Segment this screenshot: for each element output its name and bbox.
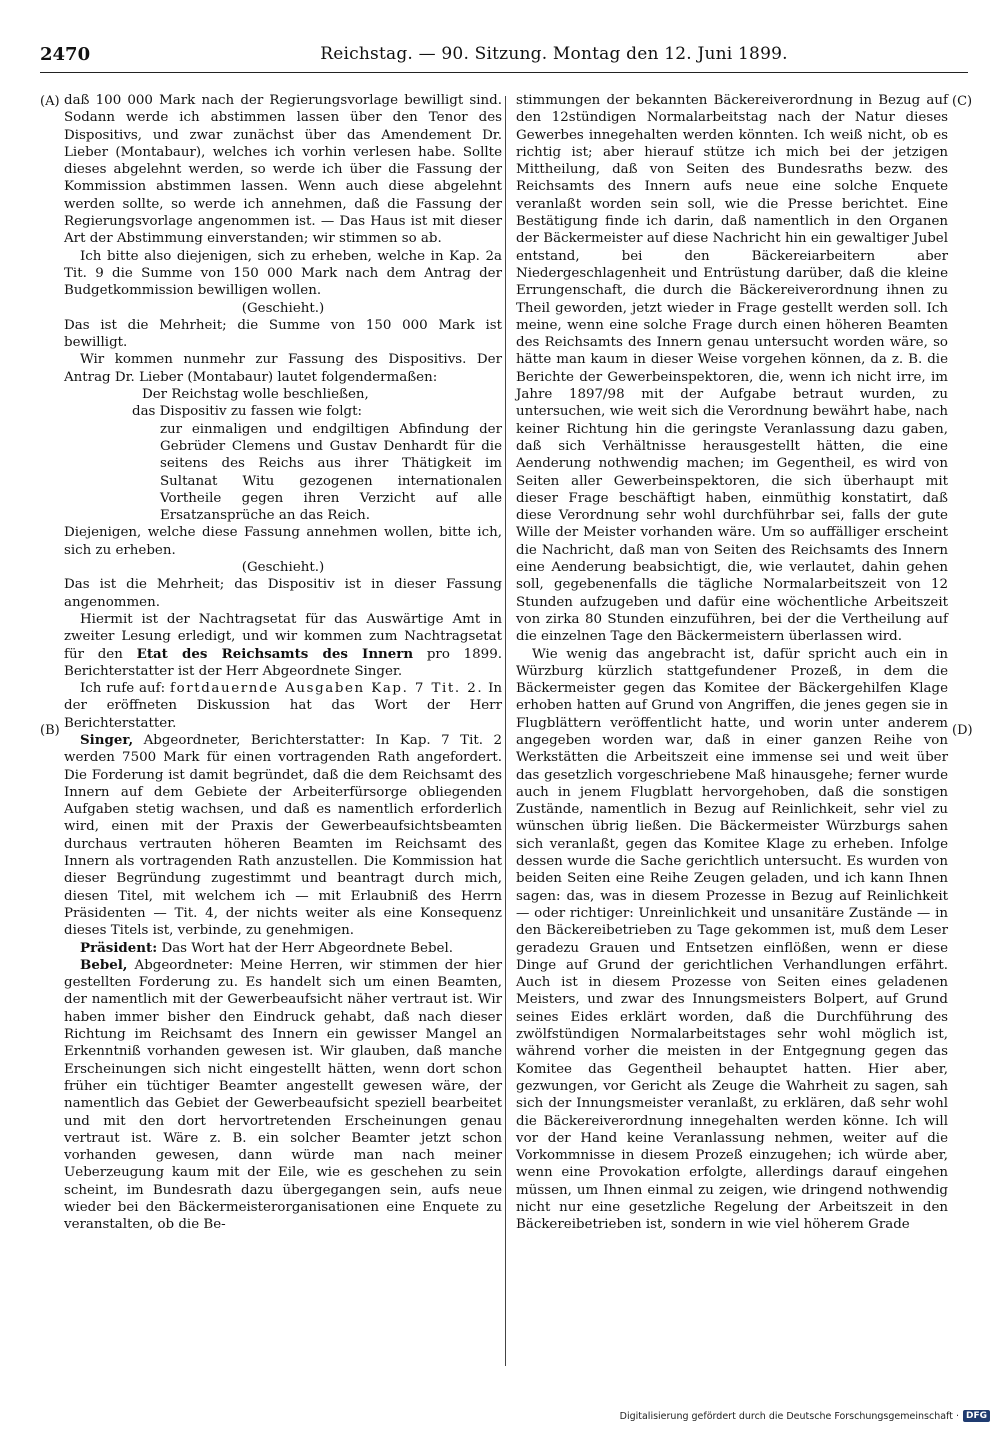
footer (620, 1410, 990, 1422)
quote-line: Der Reichstag wolle beschließen, (142, 387, 369, 403)
stage-direction: (Geschieht.) (241, 300, 325, 316)
paragraph: Das ist die Mehrheit; die Summe von 150 000 Mark ist bewilligt. (64, 317, 502, 351)
section-heading: Etat des Reichsamts des Innern (136, 645, 414, 662)
speaker-name: Singer, (80, 731, 134, 748)
column-divider (505, 96, 506, 1366)
footer-text: Digitalisierung gefördert durch die Deutsche Forschungsgemeinschaft · (619, 1410, 959, 1422)
page-header (40, 44, 968, 70)
paragraph: Ich bitte also diejenigen, sich zu erheben, welche in Kap. 2a Tit. 9 die Summe von 150 000 Mark nach dem Antrag der Budgetkommission bewilligen wollen. (64, 248, 502, 299)
right-column (516, 92, 948, 1234)
margin-marker-b: (B) (40, 723, 60, 738)
margin-marker-c: (C) (952, 94, 973, 109)
margin-marker-d: (D) (952, 723, 973, 738)
left-column (64, 92, 502, 1234)
paragraph: Ich rufe auf: fortdauernde Ausgaben Kap. 7 Tit. 2. In der eröffneten Diskussion hat das Wort der Herr Berichterstatter. (64, 681, 502, 731)
running-title: Reichstag. — 90. Sitzung. Montag den 12. Juni 1899. (320, 44, 788, 64)
speaker-name: Präsident: (80, 939, 158, 956)
quote-text: zur einmaligen und endgiltigen Abfindung der Gebrüder Clemens und Gustav Denhardt für die seitens des Reichs aus ihrer Thätigkeit im Sultanat Witu gezogenen internationalen Vortheile gegen ihren Verzicht auf alle Ersatzansprüche an das Reich. (160, 421, 502, 524)
paragraph: stimmungen der bekannten Bäckereiverordnung in Bezug auf den 12stündigen Normalarbeitstag nach der Natur dieses Gewerbes innegehalten werden könnten. Ich weiß nicht, ob es richtig ist; aber hierauf stütze ich mich bei der jetzigen Mittheilung, daß von Seiten des Bundesraths bezw. des Reichsamts des Innern aufs neue eine solche Enquete veranlaßt worden sein soll, wie die Presse berichtet. Eine Bestätigung finde ich darin, daß namentlich in den Organen der Bäckermeister auf diese Nachricht hin ein gewaltiger Jubel entstand, bei den Bäckereiarbeitern aber Niedergeschlagenheit und Entrüstung darüber, daß die kleine Errungenschaft, die durch die Bäckereiverordnung ihnen zu Theil geworden, jetzt wieder in Frage gestellt werden soll. Ich meine, wenn eine solche Frage durch einen höheren Beamten des Reichsamts des Innern genau untersucht worden wäre, so hätte man kaum in dieser Weise vorgehen können, da z. B. die Berichte der Gewerbeinspektoren, die, wenn ich nicht irre, im Jahre 1897/98 mit der Aufgabe betraut wurden, zu untersuchen, wie weit sich die Verordnung bewährt habe, nach keiner Richtung hin die geringste Veranlassung dazu gaben, daß sich Verhältnisse herausgestellt hätten, die eine Aenderung nothwendig machen; im Gegentheil, es wird von Seiten aller Gewerbeinspektoren, die sich überhaupt mit dieser Frage beschäftigt haben, einmüthig konstatirt, daß diese Verordnung sehr wohl durchführbar sei, falls der gute Wille der Meister vorhanden wäre. Um so auffälliger erscheint die Nachricht, daß man von Seiten des Reichsamts des Innern eine Aenderung beabsichtigt, die, wie verlautet, dahin gehen soll, gegebenenfalls die tägliche Normalarbeitszeit von 12 Stunden aufzugeben und dafür eine wöchentliche Arbeitszeit von zirka 80 Stunden einzuführen, bei der die Vertheilung auf die einzelnen Tage den Bäckermeistern überlassen wird. (516, 93, 948, 645)
quote-line: das Dispositiv zu fassen wie folgt: (132, 404, 362, 420)
paragraph: daß 100 000 Mark nach der Regierungsvorlage bewilligt sind. Sodann werde ich abstimmen lassen über den Tenor des Dispositivs, und zwar zunächst über das Amendement Dr. Lieber (Montabaur), welches ich vorhin verlesen habe. Sollte dieses abgelehnt werden, so werde ich über die Fassung der Kommission abstimmen lassen. Wenn auch diese abgelehnt werden sollte, so werde ich annehmen, daß die Fassung der Regierungsvorlage angenommen ist. — Das Haus ist mit dieser Art der Abstimmung einverstanden; wir stimmen so ab. (64, 93, 502, 247)
dfg-logo: DFG (963, 1410, 990, 1422)
speech: Singer, Abgeordneter, Berichterstatter: In Kap. 7 Tit. 2 werden 7500 Mark für einen vortragenden Rath angefordert. Die Forderung ist damit begründet, daß die dem Reichsamt des Innern auf dem Gebiete der Arbeiterfürsorge obliegenden Aufgaben stetig wachsen, und daß es namentlich erforderlich wird, einen mit der Praxis der Gewerbeaufsichtsbeamten durchaus vertrauten höheren Beamten im Reichsamt des Innern als vortragenden Rath anzustellen. Die Kommission hat dieser Begründung zugestimmt und beantragt durch mich, diesen Titel, mit welchem ich — mit Erlaubniß des Herrn Präsidenten — Tit. 4, der nichts weiter als eine Konsequenz dieses Titels ist, verbinde, zu genehmigen. (64, 731, 502, 939)
paragraph: Diejenigen, welche diese Fassung annehmen wollen, bitte ich, sich zu erheben. (64, 525, 502, 558)
paragraph: Wir kommen nunmehr zur Fassung des Dispositivs. Der Antrag Dr. Lieber (Montabaur) lautet folgendermaßen: (64, 352, 502, 385)
speech: Präsident: Das Wort hat der Herr Abgeordnete Bebel. (80, 939, 453, 956)
paragraph: Hiermit ist der Nachtragsetat für das Auswärtige Amt in zweiter Lesung erledigt, und wir kommen zum Nachtragsetat für den Etat des Reichsamts des Innern pro 1899. Berichterstatter ist der Herr Abgeordnete Singer. (64, 611, 502, 679)
page-number: 2470 (40, 44, 91, 65)
paragraph: Das ist die Mehrheit; das Dispositiv ist in dieser Fassung angenommen. (64, 577, 502, 610)
paragraph: Wie wenig das angebracht ist, dafür spricht auch ein in Würzburg kürzlich stattgefundener Prozeß, in dem die Bäckermeister gegen das Komitee der Bäckergehilfen Klage erhoben hatten auf Grund von Angriffen, die jenes gegen sie in Flugblättern veröffentlicht hatte, und worin unter anderem angegeben worden war, daß in einer ganzen Reihe von Werkstätten die Arbeitszeit eine immense sei und weit über das gesetzlich vorgeschriebene Maß hinausgehe; ferner wurde auch in jenem Flugblatt hervorgehoben, daß die sonstigen Zustände, namentlich in Bezug auf Reinlichkeit, sehr viel zu wünschen übrig ließen. Die Bäckermeister Würzburgs sahen sich veranlaßt, gegen das Komitee Klage zu erheben. Infolge dessen wurde die Sache gerichtlich untersucht. Es wurden von beiden Seiten eine Reihe Zeugen geladen, und ich kann Ihnen sagen: das, was in diesem Prozesse in Bezug auf Reinlichkeit — oder richtiger: Unreinlichkeit und unsanitäre Zustände — in den Bäckereibetrieben zu Tage gekommen ist, muß dem Leser geradezu Grauen und Entsetzen einflößen, wenn er diese Dinge auf Grund der gerichtlichen Verhandlungen erfährt. Auch ist in diesem Prozesse von Seiten eines geladenen Meisters, und zwar des Innungsmeisters Bolpert, auf Grund seines Eides erklärt worden, daß die Durchführung des zwölfstündigen Normalarbeitstages sehr wohl möglich ist, während vorher die meisten in der Entgegnung gegen das Komitee das Gegentheil behauptet hatten. Hier aber, gezwungen, vor Gericht als Zeuge die Wahrheit zu sagen, sah sich der Innungsmeister veranlaßt, zu erklären, daß sehr wohl die Bäckereiverordnung innegehalten werden könne. Ich will vor der Hand keine Veranlassung nehmen, weiter auf die Vorkommnisse in diesem Prozeß einzugehen; ich würde aber, wenn eine Provokation erfolgte, allerdings darauf eingehen müssen, um Ihnen einmal zu zeigen, wie dringend nothwendig nicht nur eine gesetzliche Regelung der Arbeitszeit in den Bäckereibetrieben ist, sondern in wie viel höherem Grade (516, 646, 948, 1233)
speech: Bebel, Abgeordneter: Meine Herren, wir stimmen der hier gestellten Forderung zu. Es handelt sich um einen Beamten, der namentlich mit der Gewerbeaufsicht näher vertraut ist. Wir haben immer bisher den Eindruck gehabt, daß nach dieser Richtung im Reichsamt des Innern ein gewisser Mangel an Erkenntniß vorhanden gewesen ist. Wir glauben, daß manche Erscheinungen sich nicht eingestellt hätten, wenn dort schon früher ein tüchtiger Beamter angestellt gewesen wäre, der namentlich das Gebiet der Gewerbeaufsicht speziell bearbeitet und mit den dort hervortretenden Erscheinungen genau vertraut ist. Wäre z. B. ein solcher Beamter jetzt schon vorhanden gewesen, dann würde man nach meiner Ueberzeugung kaum mit der Eile, wie es geschehen zu sein scheint, im Bundesrath dazu übergegangen sein, aufs neue wieder bei den Bäckermeisterorganisationen eine Enquete zu veranstalten, ob die Be- (64, 956, 502, 1233)
margin-marker-a: (A) (40, 94, 60, 109)
spaced-text: fortdauernde Ausgaben Kap. 7 Tit. 2. (170, 681, 484, 697)
header-rule (40, 72, 968, 73)
stage-direction: (Geschieht.) (241, 560, 325, 576)
speaker-name: Bebel, (80, 956, 128, 973)
